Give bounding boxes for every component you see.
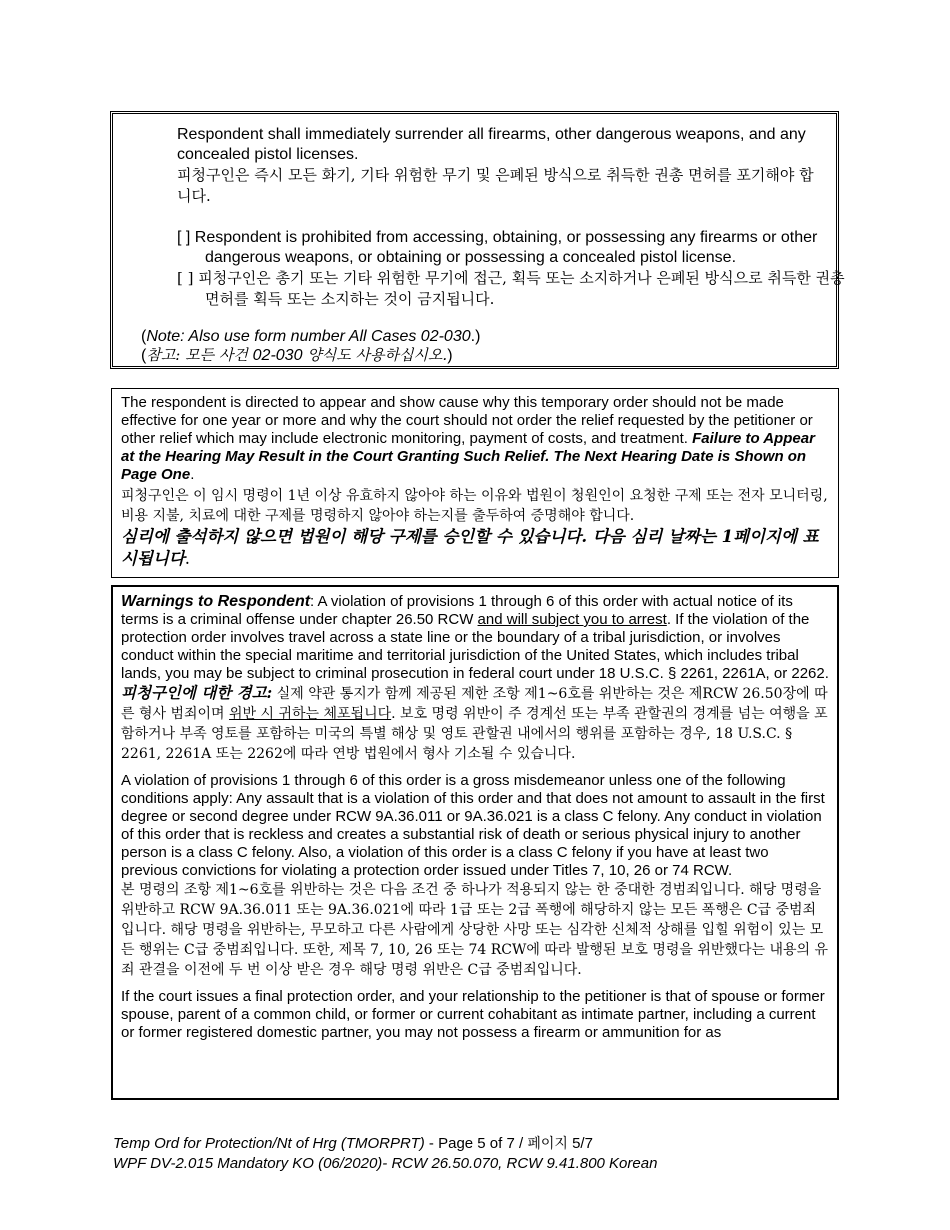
warnings-section: [111, 585, 839, 1100]
note-text-en: Note: Also use form number All Cases 02-030: [146, 328, 471, 345]
surrender-text-en: Respondent shall immediately surrender all firearms, other dangerous weapons, and any concealed pistol licenses.: [177, 126, 806, 163]
footer-line-2: WPF DV-2.015 Mandatory KO (06/2020)- RCW 26.50.070, RCW 9.41.800 Korean: [113, 1155, 658, 1172]
failure-to-appear-warning-en: Failure to Appear at the Hearing May Result in the Court Granting Such Relief. The Next Hearing Date is Shown on Page One: [121, 430, 815, 483]
misdemeanor-text-ko: 본 명령의 조항 제1~6호를 위반하는 것은 다음 조건 중 하나가 적용되지 않는 한 중대한 경범죄입니다. 해당 명령을 위반하고 RCW 9A.36.011 또는 9A.36.021에 따라 1급 또는 2급 폭행에 해당하지 않는 모든 폭행은 C급 중범죄입니다. 해당 명령을 위반하는, 무모하고 다른 사람에게 상당한 사망 또는 심각한 신체적 상해를 입힐 위험이 있는 모든 행위는 C급 중범죄입니다. 또한, 제목 7, 10, 26 또는 74 RCW에 따라 발행된 보호 명령을 위반했다는 내용의 유죄 관결을 이전에 두 번 이상 받은 경우 해당 명령 위반은 C급 중범죄입니다.: [121, 882, 828, 978]
show-cause-text-ko: 피청구인은 이 임시 명령이 1년 이상 유효하지 않아야 하는 이유와 법원이 청원인이 요청한 구제 또는 전자 모니터링, 비용 지불, 치료에 대한 구제를 명령하지 않아야 하는지를 출두하여 증명해야 합니다.: [121, 488, 828, 524]
prohibited-item-ko: [177, 268, 855, 310]
prohibited-text-ko: 피청구인은 총기 또는 기타 위험한 무기에 접근, 획득 또는 소지하거나 은폐된 방식으로 취득한 권총 면허를 획득 또는 소지하는 것이 금지됩니다.: [198, 269, 845, 308]
warnings-heading: Warnings to Respondent: [121, 593, 311, 610]
show-cause-text-en: The respondent is directed to appear and show cause why this temporary order should not be made effective for one year or more and why the court should not order the relief requested by the petitioner or other relief which may include electronic monitoring, payment of costs, and treatment. Failure to Appear at the Hearing May Result in the Court Granting Such Relief. The Next Hearing Date is Shown on Page One.: [121, 394, 815, 483]
warnings-text-en: Warnings to Respondent: A violation of provisions 1 through 6 of this order with actual notice of its terms is a criminal offense under chapter 26.50 RCW and will subject you to arrest. If the violation of the protection order involves travel across a state line or the boundary of a tribal jurisdiction, or involves conduct within the special maritime and territorial jurisdiction of the United States, which includes tribal lands, you may be subject to criminal prosecution in federal court under 18 U.S.C. § 2261, 2261A, or 2262.: [121, 593, 829, 682]
prohibited-checkbox-ko[interactable]: [ ]: [177, 269, 194, 287]
misdemeanor-text-en: A violation of provisions 1 through 6 of this order is a gross misdemeanor unless one of the following conditions apply: Any assault that is a violation of this order and that does not amount to assault in the first degree or second degree under RCW 9A.36.011 or 9A.36.021 is a class C felony. Any conduct in violation of this order that is reckless and creates a substantial risk of death or serious physical injury to another person is a class C felony. Also, a violation of this order is a class C felony if you have at least two previous convictions for violating a protection order issued under Titles 7, 10, 26 or 74 RCW.: [121, 772, 825, 879]
warnings-text-ko: 피청구인에 대한 경고: 실제 약관 통지가 함께 제공된 제한 조항 제1~6호를 위반하는 것은 제RCW 26.50장에 따른 형사 범죄이며 위반 시 귀하는 체포됩니다. 보호 명령 위반이 주 경계선 또는 부족 관할권의 경계를 넘는 여행을 포함하거나 부족 영토를 포함하는 미국의 특별 해상 및 영토 관할권 내에서의 행위를 포함하는 경우, 18 U.S.C. § 2261, 2261A 또는 2262에 따라 연방 법원에서 형사 기소될 수 있습니다.: [121, 683, 828, 762]
note-ko: (참고: 모든 사건 02-030 양식도 사용하십시오.): [141, 346, 453, 364]
weapons-surrender-section: [110, 111, 845, 369]
page-number: Page 5 of 7: [438, 1135, 515, 1152]
surrender-text-ko: 피청구인은 즉시 모든 화기, 기타 위험한 무기 및 은폐된 방식으로 취득한 권총 면허를 포기해야 합니다.: [177, 166, 814, 205]
footer-line-1: Temp Ord for Protection/Nt of Hrg (TMORPRT) - Page 5 of 7 / 페이지 5/7: [113, 1135, 593, 1152]
prohibited-text-en: Respondent is prohibited from accessing, obtaining, or possessing any firearms or other dangerous weapons, or obtaining or possessing a concealed pistol license.: [194, 229, 818, 266]
form-title: Temp Ord for Protection/Nt of Hrg (TMORPRT): [113, 1135, 425, 1152]
show-cause-section: [111, 388, 839, 578]
note-en: (Note: Also use form number All Cases 02-030.): [141, 328, 481, 345]
prohibited-checkbox[interactable]: [ ]: [177, 229, 191, 246]
failure-to-appear-warning-ko: 심리에 출석하지 않으면 법원이 해당 구제를 승인할 수 있습니다. 다음 심리 날짜는 1페이지에 표시됩니다.: [121, 527, 819, 568]
final-order-text-en: If the court issues a final protection order, and your relationship to the petitioner is that of spouse or former spouse, parent of a common child, or former or current cohabitant as intimate partner, including a current or former registered domestic partner, you may not possess a firearm or ammunition for as: [121, 988, 825, 1041]
warnings-heading-ko: 피청구인에 대한 경고:: [121, 683, 273, 702]
prohibited-item-en: [177, 228, 845, 268]
